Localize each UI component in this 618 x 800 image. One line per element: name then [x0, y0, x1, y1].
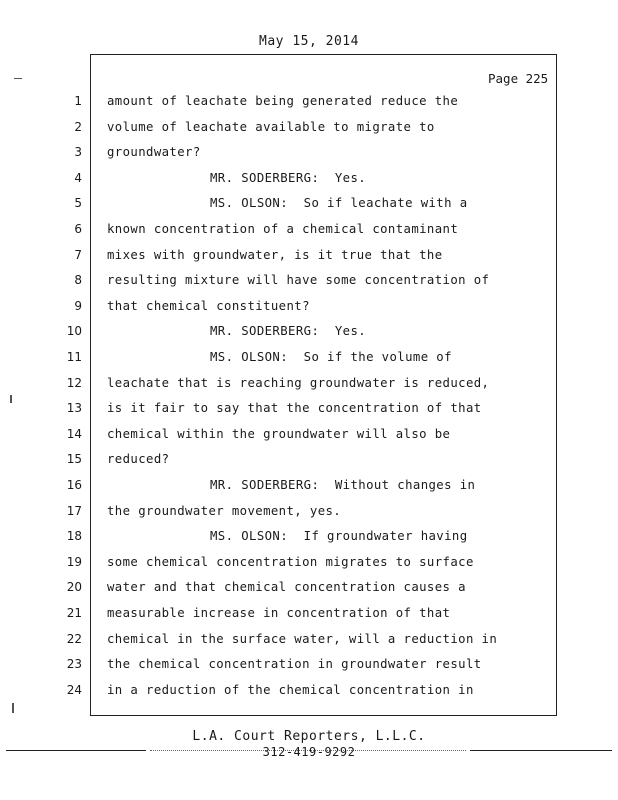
line-number: 16	[66, 478, 82, 492]
line-number: 20	[66, 580, 82, 595]
line-number: 24	[66, 682, 82, 697]
line-number: 3	[74, 145, 82, 160]
line-number: 13	[66, 401, 82, 416]
line-number: 15	[66, 452, 82, 467]
transcript-line: that chemical constituent?	[107, 298, 310, 313]
line-number: 14	[66, 426, 82, 441]
transcript-line: resulting mixture will have some concentration of	[107, 273, 490, 288]
transcript-line: leachate that is reaching groundwater is reduced,	[107, 375, 490, 390]
transcript-line: chemical within the groundwater will also be	[107, 426, 451, 441]
line-number: 10	[66, 324, 82, 339]
line-number: 17	[66, 503, 82, 518]
line-number: 22	[66, 631, 82, 646]
line-number: 11	[66, 350, 82, 364]
transcript-line: in a reduction of the chemical concentration in	[107, 682, 474, 697]
line-number: 21	[66, 606, 82, 620]
transcript-line: is it fair to say that the concentration of that	[107, 401, 482, 416]
line-number: 7	[74, 247, 82, 262]
line-number: 19	[66, 554, 82, 569]
transcript-line: MR. SODERBERG: Yes.	[210, 170, 367, 185]
scan-speck	[14, 78, 22, 79]
transcript-line: MS. OLSON: So if leachate with a	[210, 196, 468, 211]
scan-speck	[10, 395, 12, 403]
transcript-line: groundwater?	[107, 145, 201, 160]
transcript-line: MS. OLSON: If groundwater having	[210, 529, 468, 544]
line-number: 4	[74, 170, 82, 185]
transcript-line: mixes with groundwater, is it true that the	[107, 247, 443, 262]
line-number: 6	[74, 222, 82, 236]
header-date: May 15, 2014	[259, 34, 359, 49]
line-number: 23	[66, 657, 82, 672]
line-number: 5	[74, 196, 82, 211]
footer-phone: 312-419-9292	[262, 745, 356, 759]
footer-company: L.A. Court Reporters, L.L.C.	[192, 729, 426, 744]
line-number: 2	[74, 119, 82, 134]
transcript-line: measurable increase in concentration of that	[107, 606, 451, 620]
transcript-line: MR. SODERBERG: Yes.	[210, 324, 367, 339]
page-number: Page 225	[488, 71, 549, 86]
transcript-line: amount of leachate being generated reduce the	[107, 94, 459, 108]
transcript-line: water and that chemical concentration causes a	[107, 580, 466, 595]
line-number: 18	[66, 529, 82, 544]
transcript-line: MR. SODERBERG: Without changes in	[210, 478, 476, 492]
scan-speck	[12, 703, 14, 713]
transcript-line: the chemical concentration in groundwater result	[107, 657, 482, 672]
line-number: 8	[74, 273, 82, 288]
transcript-line: chemical in the surface water, will a reduction in	[107, 631, 498, 646]
transcript-line: reduced?	[107, 452, 170, 467]
line-number: 12	[66, 375, 82, 390]
transcript-line: known concentration of a chemical contaminant	[107, 222, 459, 236]
transcript-line: some chemical concentration migrates to surface	[107, 554, 474, 569]
transcript-line: MS. OLSON: So if the volume of	[210, 350, 452, 364]
line-number: 9	[74, 298, 82, 313]
line-number: 1	[74, 94, 82, 108]
transcript-line: the groundwater movement, yes.	[107, 503, 342, 518]
transcript-line: volume of leachate available to migrate to	[107, 119, 435, 134]
